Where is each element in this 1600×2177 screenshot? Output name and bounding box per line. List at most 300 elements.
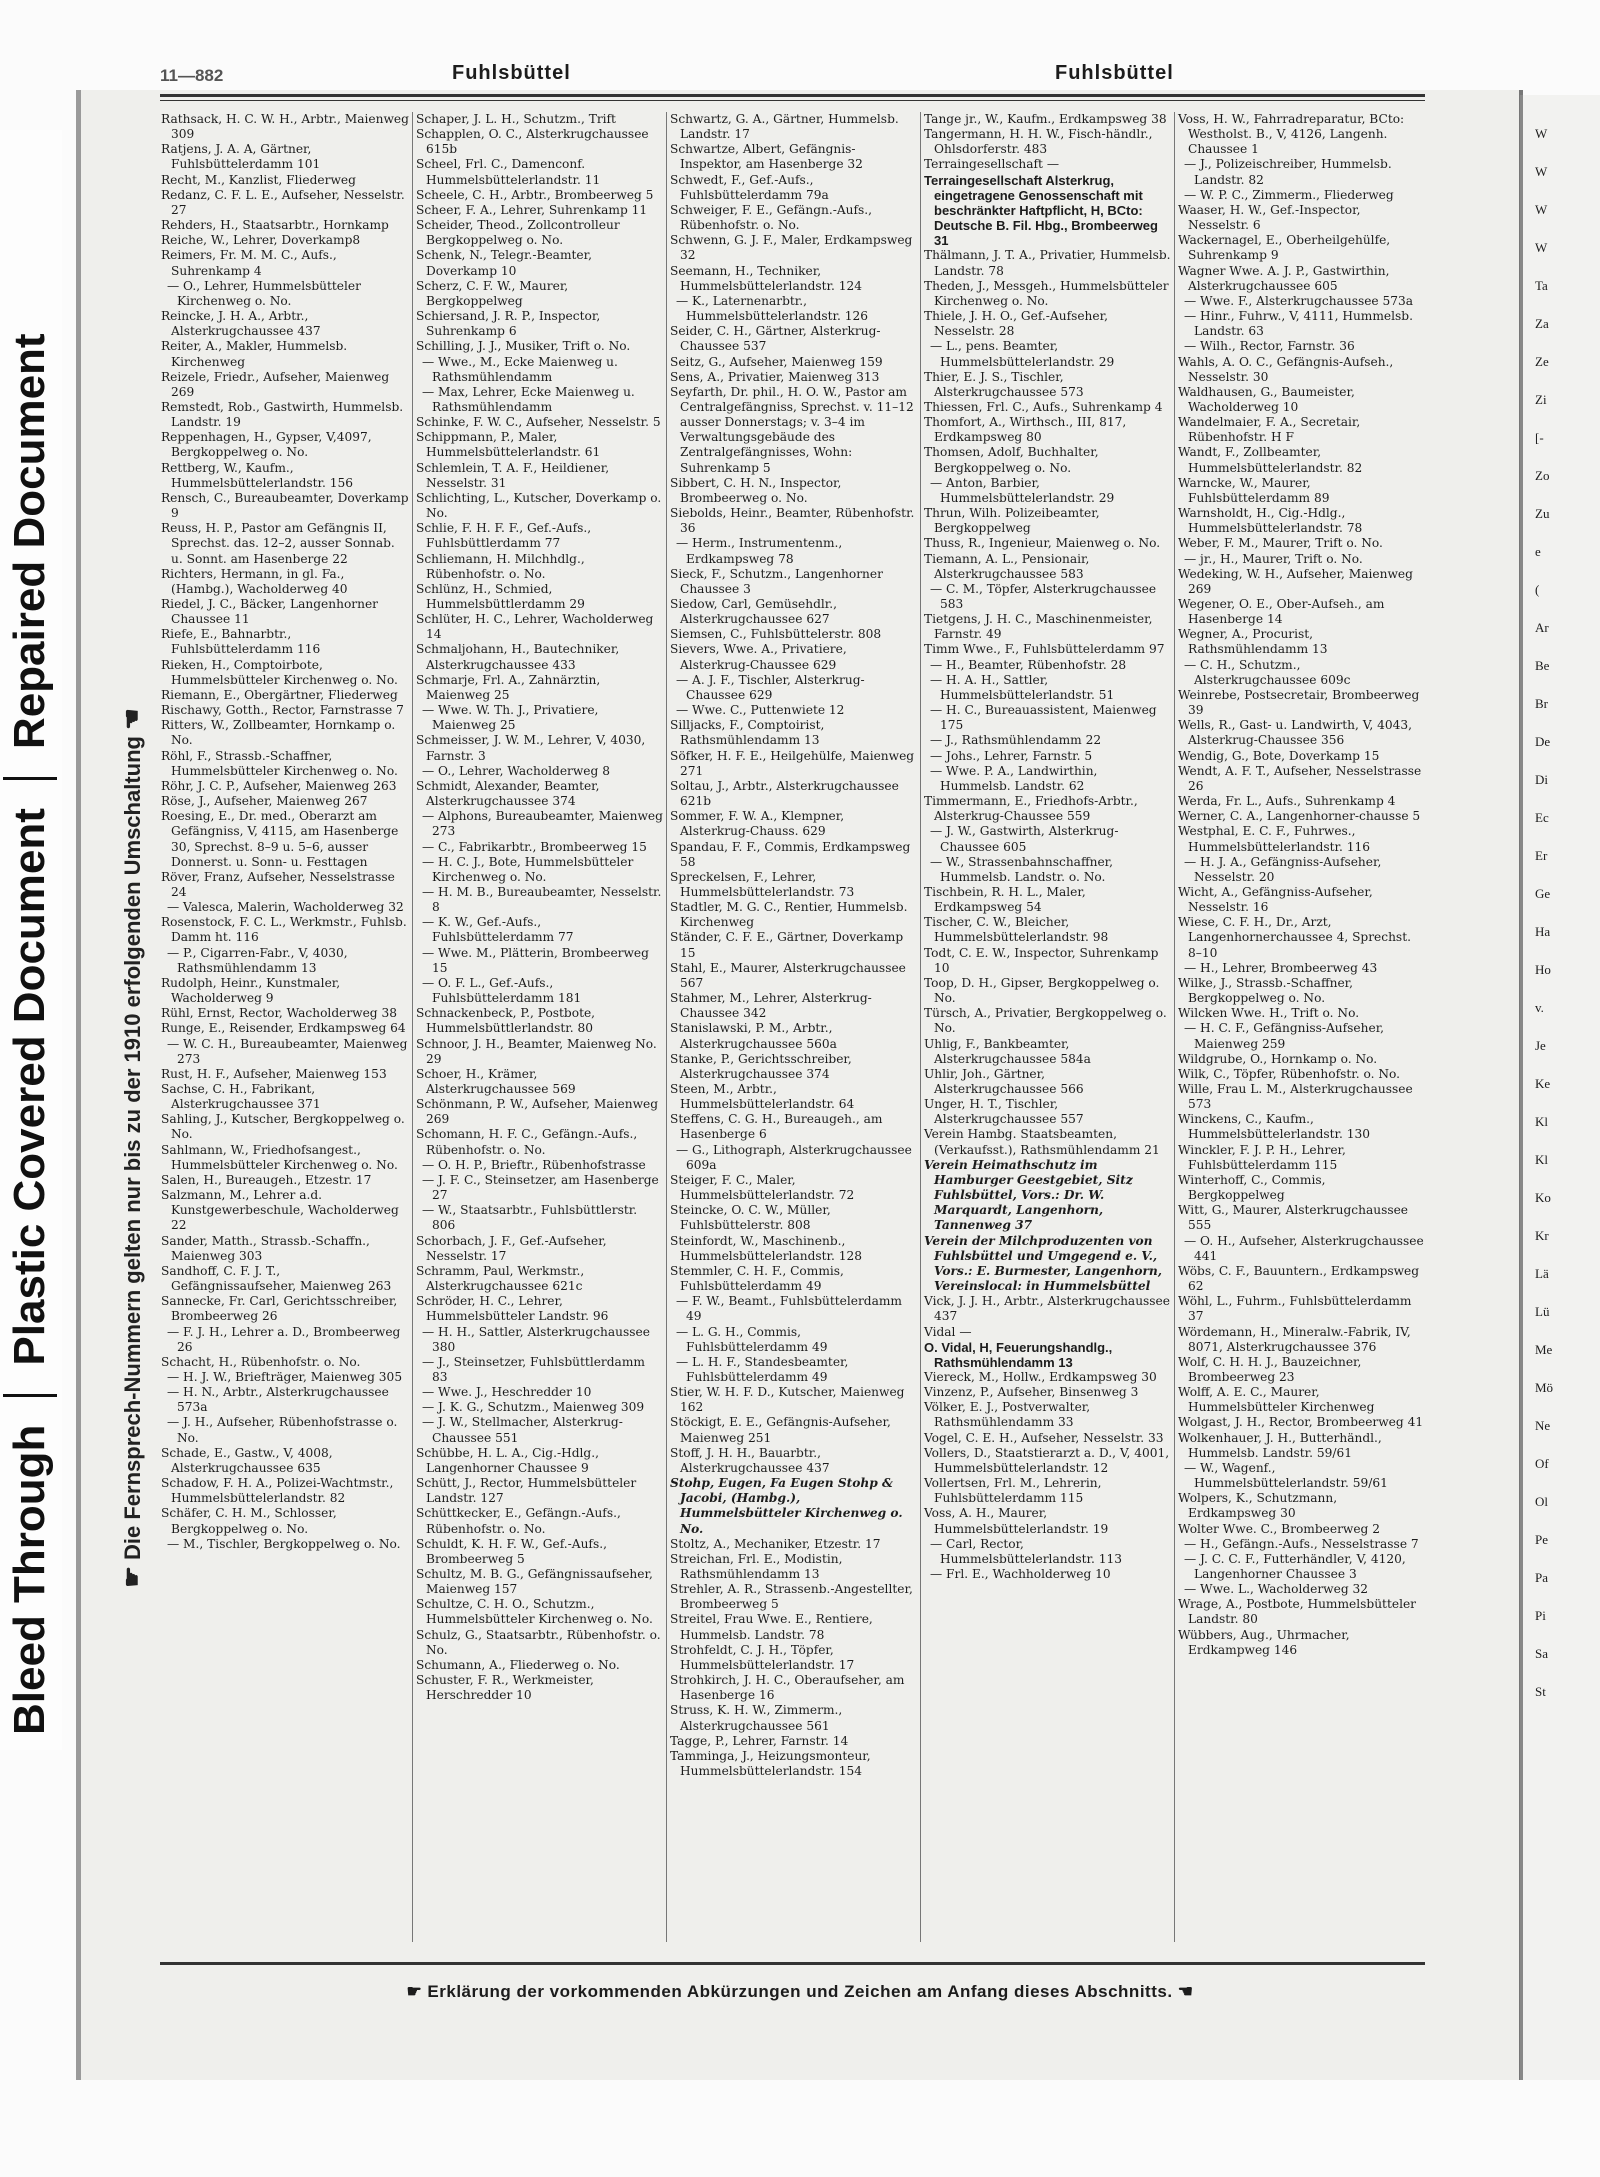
directory-entry: Streichan, Frl. E., Modistin, Rathsmühlendamm 13 bbox=[670, 1551, 843, 1581]
directory-entry: — Wilh., Rector, Farnstr. 36 bbox=[1184, 339, 1355, 354]
directory-entry: — Wwe., M., Ecke Maienweg u. Rathsmühlendamm bbox=[422, 354, 618, 384]
adjacent-fragment: Pa bbox=[1535, 1570, 1548, 1585]
directory-entry: Winckler, F. J. P. H., Lehrer, Fuhlsbüttelerdamm 115 bbox=[1178, 1142, 1346, 1172]
directory-entry: Schuster, F. R., Werkmeister, Herschredder 10 bbox=[416, 1673, 594, 1703]
directory-entry: Schmeisser, J. W. M., Lehrer, V, 4030, Farnstr. 3 bbox=[416, 733, 646, 763]
directory-entry: Timm Wwe., F., Fuhlsbüttelerdamm 97 bbox=[924, 642, 1165, 657]
adjacent-fragment: Ze bbox=[1535, 354, 1549, 369]
directory-entry: Vick, J. J. H., Arbtr., Alsterkrugchaussee 437 bbox=[924, 1294, 1170, 1324]
directory-entry: Sandhoff, C. F. J. T., Gefängnissaufseher, Maienweg 263 bbox=[161, 1263, 392, 1294]
directory-entry: Schoer, H., Krämer, Alsterkrugchaussee 569 bbox=[416, 1066, 576, 1096]
directory-entry: Wöbs, C. F., Bauuntern., Erdkampsweg 62 bbox=[1178, 1263, 1420, 1294]
directory-entry: Sannecke, Fr. Carl, Gerichtsschreiber, Brombeerweg 26 bbox=[161, 1294, 398, 1324]
directory-entry: Stoltz, A., Mechaniker, Etzestr. 17 bbox=[670, 1536, 881, 1551]
directory-entry: — H. M. B., Bureaubeamter, Nesselstr. 8 bbox=[422, 884, 662, 915]
directory-entry: — Johs., Lehrer, Farnstr. 5 bbox=[930, 748, 1093, 763]
pointing-hand-icon: ☛ bbox=[119, 1566, 146, 1588]
directory-entry: Röhr, J. C. P., Aufseher, Maienweg 263 bbox=[161, 778, 397, 793]
directory-entry: Unger, H. T., Tischler, Alsterkrugchaussee 557 bbox=[924, 1097, 1084, 1127]
directory-entry: Reincke, J. H. A., Arbtr., Alsterkrugchaussee 437 bbox=[161, 309, 321, 339]
directory-entry: — L., pens. Beamter, Hummelsbüttelerlandstr. 29 bbox=[930, 339, 1115, 369]
stamp-divider bbox=[3, 777, 57, 780]
directory-entry: Stanke, P., Gerichtsschreiber, Alsterkrugchaussee 374 bbox=[670, 1051, 852, 1081]
stamp-divider bbox=[3, 1394, 57, 1397]
directory-entry: Wagner Wwe. A. J. P., Gastwirthin, Alsterkrugchaussee 605 bbox=[1178, 263, 1390, 293]
directory-entry: Schäfer, C. H. M., Schlosser, Bergkoppelweg o. No. bbox=[161, 1506, 337, 1536]
directory-entry: Rischawy, Gotth., Rector, Farnstrasse 7 bbox=[161, 703, 404, 718]
directory-entry: — J. F. C., Steinsetzer, am Hasenberge 27 bbox=[422, 1172, 659, 1203]
directory-entry: — Frl. E., Wachholderweg 10 bbox=[930, 1567, 1111, 1581]
directory-entry: Wrage, A., Postbote, Hummelsbütteler Landstr. 80 bbox=[1178, 1597, 1417, 1627]
directory-entry: Reiche, W., Lehrer, Doverkamp8 bbox=[161, 233, 361, 248]
directory-entry: — F. J. H., Lehrer a. D., Brombeerweg 26 bbox=[167, 1324, 401, 1354]
directory-entry: Vollers, D., Staatstierarzt a. D., V, 4001, Hummelsbüttelerlandstr. 12 bbox=[924, 1445, 1170, 1475]
directory-entry: Strohkirch, J. H. C., Oberaufseher, am Hasenberge 16 bbox=[670, 1673, 905, 1703]
directory-entry: — O. F. L., Gef.-Aufs., Fuhlsbüttelerdamm 181 bbox=[422, 975, 582, 1006]
directory-entry: — Hinr., Fuhrw., V, 4111, Hummelsb. Landstr. 63 bbox=[1184, 309, 1413, 339]
adjacent-fragment: Kr bbox=[1535, 1228, 1549, 1243]
directory-entry: — Wwe. F., Alsterkrugchaussee 573a bbox=[1184, 293, 1414, 308]
directory-entry: Wübbers, Aug., Uhrmacher, Erdkampweg 146 bbox=[1178, 1627, 1350, 1657]
directory-entry: — Alphons, Bureaubeamter, Maienweg 273 bbox=[422, 809, 663, 839]
directory-entry: Silljacks, F., Comptoirist, Rathsmühlendamm 13 bbox=[670, 718, 825, 748]
directory-entry: — H. C. J., Bote, Hummelsbütteler Kirchenweg o. No. bbox=[422, 854, 634, 884]
directory-entry: — H. C. F., Gefängniss-Aufseher, Maienweg 259 bbox=[1184, 1021, 1385, 1051]
directory-entry: Salzmann, M., Lehrer a.d. Kunstgewerbeschule, Wacholderweg 22 bbox=[161, 1188, 399, 1233]
directory-entry: — L. H. F., Standesbeamter, Fuhlsbüttelerdamm 49 bbox=[676, 1354, 849, 1384]
directory-entry: Strohfeldt, C. J. H., Töpfer, Hummelsbüttelerlandstr. 17 bbox=[670, 1642, 855, 1672]
directory-entry: Schlie, F. H. F. F., Gef.-Aufs., Fuhlsbüttlerdamm 77 bbox=[416, 521, 592, 551]
adjacent-fragment: W bbox=[1535, 164, 1548, 179]
directory-entry: Wahls, A. O. C., Gefängnis-Aufseh., Nesselstr. 30 bbox=[1178, 354, 1394, 384]
directory-entry: Wolgast, J. H., Rector, Brombeerweg 41 bbox=[1178, 1415, 1424, 1430]
directory-entry: — Valesca, Malerin, Wacholderweg 32 bbox=[167, 900, 404, 915]
directory-entry: Tiemann, A. L., Pensionair, Alsterkrugchaussee 583 bbox=[924, 551, 1090, 581]
directory-entry: Rehders, H., Staatsarbtr., Hornkamp bbox=[161, 218, 389, 233]
footer-rule bbox=[160, 1962, 1425, 1965]
adjacent-fragment: Be bbox=[1535, 658, 1550, 673]
adjacent-fragment: Ar bbox=[1535, 620, 1549, 635]
adjacent-fragment: ( bbox=[1535, 582, 1540, 597]
directory-entry: Schütt, J., Rector, Hummelsbütteler Landstr. 127 bbox=[416, 1476, 637, 1506]
adjacent-fragment: Zo bbox=[1535, 468, 1550, 483]
adjacent-fragment: Kl bbox=[1535, 1152, 1548, 1167]
directory-entry: Schwartze, Albert, Gefängnis-Inspektor, am Hasenberge 32 bbox=[670, 142, 863, 172]
adjacent-fragment: Ko bbox=[1535, 1190, 1551, 1205]
directory-entry: Stadtler, M. G. C., Rentier, Hummelsb. Kirchenweg bbox=[670, 900, 908, 930]
directory-entry: Röver, Franz, Aufseher, Nesselstrasse 24 bbox=[161, 869, 395, 899]
directory-entry: Sommer, F. W. A., Klempner, Alsterkrug-Chauss. 629 bbox=[670, 809, 845, 839]
directory-entry: Waldhausen, G., Baumeister, Wacholderweg 10 bbox=[1178, 384, 1355, 414]
directory-entry: — Wwe. P. A., Landwirthin, Hummelsb. Landstr. 62 bbox=[930, 763, 1098, 793]
page-header bbox=[160, 62, 1430, 88]
directory-entry: — W. P. C., Zimmerm., Fliederweg bbox=[1184, 187, 1394, 202]
adjacent-fragment: St bbox=[1535, 1684, 1546, 1699]
adjacent-fragment: Me bbox=[1535, 1342, 1553, 1357]
adjacent-fragment: Pi bbox=[1535, 1608, 1546, 1623]
directory-entry: Winckens, C., Kaufm., Hummelsbüttelerlandstr. 130 bbox=[1178, 1112, 1371, 1142]
condition-stamp bbox=[0, 215, 65, 1735]
directory-entry: Wegner, A., Procurist, Rathsmühlendamm 13 bbox=[1178, 627, 1328, 657]
directory-entry: Weinrebe, Postsecretair, Brombeerweg 39 bbox=[1178, 687, 1420, 718]
directory-entry: Timmermann, E., Friedhofs-Arbtr., Alsterkrug-Chaussee 559 bbox=[924, 794, 1138, 824]
directory-entry: — Wwe. C., Puttenwiete 12 bbox=[676, 703, 845, 718]
directory-entry: Sievers, Wwe. A., Privatiere, Alsterkrug-Chaussee 629 bbox=[670, 642, 847, 672]
directory-entry: Rettberg, W., Kaufm., Hummelsbüttelerlandstr. 156 bbox=[161, 460, 354, 490]
adjacent-fragment: Mö bbox=[1535, 1380, 1554, 1395]
adjacent-fragment: W bbox=[1535, 202, 1548, 217]
directory-entry: — J. C. C. F., Futterhändler, V, 4120, Langenhorner Chaussee 3 bbox=[1184, 1551, 1406, 1581]
directory-entry: Stahmer, M., Lehrer, Alsterkrug-Chaussee 342 bbox=[670, 991, 872, 1021]
directory-entry: — F. W., Beamt., Fuhlsbüttelerdamm 49 bbox=[676, 1294, 902, 1324]
directory-entry: Sachse, C. H., Fabrikant, Alsterkrugchaussee 371 bbox=[161, 1082, 321, 1112]
adjacent-fragment: Kl bbox=[1535, 1114, 1548, 1129]
directory-entry: Scheider, Theod., Zollcontrolleur Bergkoppelweg o. No. bbox=[416, 218, 620, 248]
directory-entry: — O., Lehrer, Wacholderweg 8 bbox=[422, 763, 610, 778]
directory-entry: Wöhl, L., Fuhrm., Fuhlsbüttelerdamm 37 bbox=[1178, 1294, 1412, 1324]
directory-entry: Schuldt, K. H. F. W., Gef.-Aufs., Brombeerweg 5 bbox=[416, 1536, 607, 1566]
directory-entry: Thälmann, J. T. A., Privatier, Hummelsb. Landstr. 78 bbox=[924, 248, 1171, 278]
directory-entry: Vinzenz, P., Aufseher, Binsenweg 3 bbox=[924, 1385, 1139, 1400]
directory-entry: Steen, M., Arbtr., Hummelsbüttelerlandstr. 64 bbox=[670, 1082, 855, 1112]
directory-entry: — W., Strassenbahnschaffner, Hummelsb. Landstr. o. No. bbox=[930, 854, 1114, 884]
directory-entry: Schacht, H., Rübenhofstr. o. No. bbox=[161, 1354, 361, 1369]
directory-entry: Schiersand, J. R. P., Inspector, Suhrenkamp 6 bbox=[416, 309, 601, 339]
adjacent-fragment: Lü bbox=[1535, 1304, 1550, 1319]
directory-entry: Wille, Frau L. M., Alsterkrugchaussee 573 bbox=[1178, 1082, 1413, 1112]
directory-entry: Schade, E., Gastw., V, 4008, Alsterkrugchaussee 635 bbox=[161, 1445, 333, 1475]
directory-entry: Riedel, J. C., Bäcker, Langenhorner Chaussee 11 bbox=[161, 597, 378, 627]
directory-entry: Tischbein, R. H. L., Maler, Erdkampsweg 54 bbox=[924, 884, 1086, 915]
directory-entry: Reimers, Fr. M. M. C., Aufs., Suhrenkamp 4 bbox=[161, 248, 337, 278]
directory-entry: Terraingesellschaft — bbox=[924, 157, 1060, 172]
directory-entry: — W., Staatsarbtr., Fuhlsbüttlerstr. 806 bbox=[422, 1203, 638, 1233]
directory-entry: Tange jr., W., Kaufm., Erdkampsweg 38 bbox=[924, 112, 1167, 126]
directory-entry: Toop, D. H., Gipser, Bergkoppelweg o. No. bbox=[924, 975, 1160, 1006]
directory-entry: — H. C., Bureauassistent, Maienweg 175 bbox=[930, 703, 1157, 733]
adjacent-fragment: Ol bbox=[1535, 1494, 1548, 1509]
adjacent-fragment: W bbox=[1535, 240, 1548, 255]
directory-entry: Wördemann, H., Mineralw.-Fabrik, IV, 8071, Alsterkrugchaussee 376 bbox=[1178, 1324, 1411, 1354]
directory-entry: Wicht, A., Gefängniss-Aufseher, Nesselstr. 16 bbox=[1178, 884, 1373, 915]
directory-entry: Siebolds, Heinr., Beamter, Rübenhofstr. 36 bbox=[670, 506, 915, 536]
directory-entry: Wells, R., Gast- u. Landwirth, V, 4043, Alsterkrug-Chaussee 356 bbox=[1178, 718, 1413, 748]
directory-entry: Röse, J., Aufseher, Maienweg 267 bbox=[161, 794, 368, 809]
adjacent-fragment: Zi bbox=[1535, 392, 1547, 407]
adjacent-fragment: Za bbox=[1535, 316, 1549, 331]
directory-entry: Schlünz, H., Schmied, Hummelsbüttlerdamm 29 bbox=[416, 581, 585, 611]
stamp-bleed-through: Bleed Through bbox=[5, 1424, 54, 1735]
directory-entry: Westphal, E. C. F., Fuhrwes., Hummelsbüttelerlandstr. 116 bbox=[1178, 824, 1371, 854]
adjacent-fragment: Er bbox=[1535, 848, 1548, 863]
directory-entry: Runge, E., Reisender, Erdkampsweg 64 bbox=[161, 1021, 406, 1036]
directory-entry: Wolpers, K., Schutzmann, Erdkampsweg 30 bbox=[1178, 1491, 1338, 1521]
adjacent-page-fragments bbox=[1535, 115, 1553, 1711]
adjacent-fragment: Ec bbox=[1535, 810, 1549, 825]
directory-entry: Thiele, J. H. O., Gef.-Aufseher, Nesselstr. 28 bbox=[924, 309, 1108, 339]
adjacent-fragment: W bbox=[1535, 126, 1548, 141]
adjacent-fragment: Di bbox=[1535, 772, 1548, 787]
directory-entry: Rosenstock, F. C. L., Werkmstr., Fuhlsb. Damm ht. 116 bbox=[161, 915, 407, 945]
page-footer bbox=[200, 1982, 1400, 2002]
directory-entry: — J. H., Aufseher, Rübenhofstrasse o. No. bbox=[167, 1415, 398, 1445]
stamp-repaired: Repaired Document bbox=[5, 333, 54, 750]
pointing-hand-icon: ☚ bbox=[119, 708, 146, 730]
directory-entry: — H., Gefängn.-Aufs., Nesselstrasse 7 bbox=[1184, 1536, 1419, 1551]
column-3 bbox=[666, 112, 920, 1942]
directory-entry: Röhl, F., Strassb.-Schaffner, Hummelsbütteler Kirchenweg o. No. bbox=[161, 748, 398, 778]
directory-entry: Schnackenbeck, P., Postbote, Hummelsbüttlerlandstr. 80 bbox=[416, 1006, 596, 1036]
directory-entry: Seitz, G., Aufseher, Maienweg 159 bbox=[670, 354, 883, 369]
directory-entry: Schönmann, P. W., Aufseher, Maienweg 269 bbox=[416, 1097, 659, 1127]
directory-entry: Uhlir, Joh., Gärtner, Alsterkrugchaussee 566 bbox=[924, 1066, 1084, 1096]
directory-entry: Wolkenhauer, J. H., Butterhändl., Hummelsb. Landstr. 59/61 bbox=[1178, 1430, 1382, 1460]
directory-entry: — C. M., Töpfer, Alsterkrugchaussee 583 bbox=[930, 581, 1157, 611]
directory-entry: Wilk, C., Töpfer, Rübenhofstr. o. No. bbox=[1178, 1066, 1401, 1081]
directory-entry: Wolf, C. H. H. J., Bauzeichner, Brombeerweg 23 bbox=[1178, 1354, 1362, 1384]
directory-entry: — K. W., Gef.-Aufs., Fuhlsbüttelerdamm 77 bbox=[422, 915, 574, 945]
directory-entry: Tietgens, J. H. C., Maschinenmeister, Farnstr. 49 bbox=[924, 612, 1153, 642]
directory-entry: Steincke, O. C. W., Müller, Fuhlsbüttelerstr. 808 bbox=[670, 1203, 831, 1233]
directory-entry: Rensch, C., Bureaubeamter, Doverkamp 9 bbox=[161, 490, 409, 521]
directory-entry: — J., Steinsetzer, Fuhlsbüttlerdamm 83 bbox=[422, 1354, 645, 1384]
directory-entry: — Herm., Instrumentenm., Erdkampsweg 78 bbox=[676, 536, 843, 566]
directory-entry: Vidal — bbox=[924, 1324, 972, 1339]
directory-entry: Riefe, E., Bahnarbtr., Fuhlsbüttelerdamm 116 bbox=[161, 627, 321, 657]
directory-entry: Ständer, C. F. E., Gärtner, Doverkamp 15 bbox=[670, 930, 904, 960]
column-1 bbox=[158, 112, 412, 1942]
directory-entry: Schlichting, L., Kutscher, Doverkamp o. No. bbox=[416, 490, 662, 521]
directory-entry: Scheer, F. A., Lehrer, Suhrenkamp 11 bbox=[416, 202, 648, 217]
directory-entry: Thomsen, Adolf, Buchhalter, Bergkoppelweg o. No. bbox=[924, 445, 1099, 475]
directory-entry: Wildgrube, O., Hornkamp o. No. bbox=[1178, 1051, 1378, 1066]
directory-entry: — K., Laternenarbtr., Hummelsbüttelerlandstr. 126 bbox=[676, 293, 869, 324]
directory-columns bbox=[158, 112, 1428, 1942]
directory-entry: Reizele, Friedr., Aufseher, Maienweg 269 bbox=[161, 369, 390, 399]
directory-entry: Rust, H. F., Aufseher, Maienweg 153 bbox=[161, 1066, 387, 1081]
directory-entry: Reppenhagen, H., Gypser, V,4097, Bergkoppelweg o. No. bbox=[161, 430, 372, 460]
directory-entry: Stier, W. H. F. D., Kutscher, Maienweg 162 bbox=[670, 1385, 905, 1415]
directory-entry: — J., Rathsmühlendamm 22 bbox=[930, 733, 1102, 748]
directory-entry: Seider, C. H., Gärtner, Alsterkrug-Chaussee 537 bbox=[670, 324, 881, 354]
directory-entry: Verein Hambg. Staatsbeamten, (Verkaufsst.), Rathsmühlendamm 21 bbox=[924, 1127, 1160, 1157]
directory-entry: Theden, J., Messgeh., Hummelsbütteler Kirchenweg o. No. bbox=[924, 278, 1169, 308]
directory-entry: Waaser, H. W., Gef.-Inspector, Nesselstr. 6 bbox=[1178, 202, 1361, 233]
directory-entry: Terraingesellschaft Alsterkrug, eingetragene Genossenschaft mit beschränkter Haftpflicht, H, BCto: Deutsche B. Fil. Hbg., Brombeerweg 31 bbox=[924, 172, 1158, 249]
directory-entry: Schlemlein, T. A. F., Heildiener, Nesselstr. 31 bbox=[416, 460, 610, 490]
directory-entry: — Wwe. J., Heschredder 10 bbox=[422, 1385, 592, 1400]
directory-entry: Schenk, N., Telegr.-Beamter, Doverkamp 10 bbox=[416, 248, 592, 278]
directory-entry: Wegener, O. E., Ober-Aufseh., am Hasenberge 14 bbox=[1178, 597, 1385, 627]
directory-entry: Siemsen, C., Fuhlsbüttelerstr. 808 bbox=[670, 627, 882, 642]
directory-entry: — L. G. H., Commis, Fuhlsbüttelerdamm 49 bbox=[676, 1324, 828, 1354]
directory-entry: Reiter, A., Makler, Hummelsb. Kirchenweg bbox=[161, 339, 348, 369]
directory-entry: — H., Lehrer, Brombeerweg 43 bbox=[1184, 960, 1378, 975]
adjacent-fragment: Br bbox=[1535, 696, 1548, 711]
directory-entry: Schumann, A., Fliederweg o. No. bbox=[416, 1657, 620, 1672]
directory-entry: — J., Polizeischreiber, Hummelsb. Landstr. 82 bbox=[1184, 157, 1392, 187]
directory-entry: Schlüter, H. C., Lehrer, Wacholderweg 14 bbox=[416, 612, 654, 642]
directory-entry: — C., Fabrikarbtr., Brombeerweg 15 bbox=[422, 839, 647, 854]
directory-entry: — O. H., Aufseher, Alsterkrugchaussee 441 bbox=[1184, 1233, 1424, 1263]
directory-entry: Voss, A. H., Maurer, Hummelsbüttelerlandstr. 19 bbox=[924, 1506, 1109, 1536]
directory-entry: Scherz, C. F. W., Maurer, Bergkoppelweg bbox=[416, 278, 569, 308]
directory-entry: Warnsholdt, H., Cig.-Hdlg., Hummelsbüttelerlandstr. 78 bbox=[1178, 506, 1363, 536]
directory-entry: Völker, E. J., Postverwalter, Rathsmühlendamm 33 bbox=[924, 1400, 1091, 1430]
telephone-notice-text: Die Fernsprech-Nummern gelten nur bis zu der 1910 erfolgenden Umschaltung bbox=[120, 736, 145, 1560]
directory-entry: Schweiger, F. E., Gefängn.-Aufs., Rübenhofstr. o. No. bbox=[670, 202, 873, 233]
adjacent-fragment: [- bbox=[1535, 430, 1544, 445]
directory-entry: Schramm, Paul, Werkmstr., Alsterkrugchaussee 621c bbox=[416, 1263, 585, 1294]
directory-entry: Winterhoff, C., Commis, Bergkoppelweg bbox=[1178, 1172, 1326, 1203]
adjacent-fragment: e bbox=[1535, 544, 1541, 559]
directory-entry: Tischer, C. W., Bleicher, Hummelsbüttelerlandstr. 98 bbox=[924, 915, 1109, 945]
directory-entry: Wiese, C. F. H., Dr., Arzt, Langenhornerchaussee 4, Sprechst. 8–10 bbox=[1178, 915, 1411, 960]
directory-entry: Thier, E. J. S., Tischler, Alsterkrugchaussee 573 bbox=[924, 369, 1084, 399]
directory-entry: Sander, Matth., Strassb.-Schaffn., Maienweg 303 bbox=[161, 1233, 370, 1263]
adjacent-fragment: Zu bbox=[1535, 506, 1550, 521]
directory-entry: Rühl, Ernst, Rector, Wacholderweg 38 bbox=[161, 1006, 397, 1021]
directory-entry: Stohp, Eugen, Fa Eugen Stohp & Jacobi, (Hambg.), Hummelsbütteler Kirchenweg o. No. bbox=[670, 1476, 903, 1536]
directory-entry: Riemann, E., Obergärtner, Fliederweg bbox=[161, 687, 398, 702]
adjacent-fragment: Ge bbox=[1535, 886, 1551, 901]
directory-entry: Thiessen, Frl. C., Aufs., Suhrenkamp 4 bbox=[924, 399, 1163, 414]
column-2 bbox=[412, 112, 666, 1942]
directory-entry: Steiger, F. C., Maler, Hummelsbüttelerlandstr. 72 bbox=[670, 1172, 855, 1203]
directory-entry: Strehler, A. R., Strassenb.-Angestellter, Brombeerweg 5 bbox=[670, 1582, 913, 1612]
directory-entry: Sahling, J., Kutscher, Bergkoppelweg o. No. bbox=[161, 1112, 405, 1142]
adjacent-fragment: Ho bbox=[1535, 962, 1551, 977]
page-number: 11—882 bbox=[160, 66, 224, 85]
directory-entry: Todt, C. E. W., Inspector, Suhrenkamp 10 bbox=[924, 945, 1159, 975]
footer-text: Erklärung der vorkommenden Abkürzungen und Zeichen am Anfang dieses Abschnitts. bbox=[427, 1982, 1173, 2001]
directory-entry: Vogel, C. E. H., Aufseher, Nesselstr. 33 bbox=[924, 1430, 1164, 1445]
directory-entry: Struss, K. H. W., Zimmerm., Alsterkrugchaussee 561 bbox=[670, 1703, 843, 1733]
directory-entry: — M., Tischler, Bergkoppelweg o. No. bbox=[167, 1536, 401, 1551]
directory-entry: Schwartz, G. A., Gärtner, Hummelsb. Landstr. 17 bbox=[670, 112, 899, 142]
telephone-notice bbox=[118, 593, 154, 1703]
directory-entry: Seyfarth, Dr. phil., H. O. W., Pastor am Centralgefängniss, Sprechst. v. 11–12 ausser Donnerstags; v. 3–4 im Verwaltungsgebäude des Zentralgefängnisses, Wohn: Suhrenkamp 5 bbox=[670, 384, 914, 475]
directory-entry: — A. J. F., Tischler, Alsterkrug-Chaussee 629 bbox=[676, 672, 865, 702]
directory-entry: Tamminga, J., Heizungsmonteur, Hummelsbüttelerlandstr. 154 bbox=[670, 1748, 871, 1779]
directory-entry: Schultz, M. B. G., Gefängnissaufseher, Maienweg 157 bbox=[416, 1567, 653, 1597]
directory-entry: Sibbert, C. H. N., Inspector, Brombeerweg o. No. bbox=[670, 475, 842, 505]
directory-entry: Schadow, F. H. A., Polizei-Wachtmstr., Hummelsbüttelerlandstr. 82 bbox=[161, 1476, 394, 1506]
adjacent-page-edge bbox=[1520, 95, 1600, 2080]
directory-entry: Ratjens, J. A. A, Gärtner, Fuhlsbüttelerdamm 101 bbox=[161, 142, 321, 172]
directory-entry: Wandt, F., Zollbeamter, Hummelsbüttelerlandstr. 82 bbox=[1178, 445, 1363, 475]
pointing-hand-icon: ☛ bbox=[406, 1982, 428, 2001]
directory-entry: Salen, H., Bureaugeh., Etzestr. 17 bbox=[161, 1172, 372, 1187]
directory-entry: Söfker, H. F. E., Heilgehülfe, Maienweg 271 bbox=[670, 748, 915, 778]
directory-entry: Schmidt, Alexander, Beamter, Alsterkrugchaussee 374 bbox=[416, 778, 600, 809]
running-head-right: Fuhlsbüttel bbox=[1055, 62, 1174, 84]
directory-entry: — Wwe. M., Plätterin, Brombeerweg 15 bbox=[422, 945, 649, 975]
directory-entry: Wandelmaier, F. A., Secretair, Rübenhofstr. H F bbox=[1178, 415, 1361, 445]
directory-entry: Schinke, F. W. C., Aufseher, Nesselstr. 5 bbox=[416, 415, 661, 430]
directory-entry: — Max, Lehrer, Ecke Maienweg u. Rathsmühlendamm bbox=[422, 384, 635, 414]
directory-entry: Stoff, J. H. H., Bauarbtr., Alsterkrugchaussee 437 bbox=[670, 1445, 830, 1475]
directory-entry: Spreckelsen, F., Lehrer, Hummelsbüttelerlandstr. 73 bbox=[670, 869, 855, 899]
directory-entry: Thomfort, A., Wirthsch., III, 817, Erdkampsweg 80 bbox=[924, 415, 1127, 445]
directory-entry: — H. H., Sattler, Alsterkrugchaussee 380 bbox=[422, 1324, 650, 1354]
directory-entry: Siedow, Carl, Gemüsehdlr., Alsterkrugchaussee 627 bbox=[670, 597, 837, 627]
column-4 bbox=[920, 112, 1174, 1942]
directory-entry: Scheel, Frl. C., Damenconf. Hummelsbüttelerlandstr. 11 bbox=[416, 157, 601, 187]
directory-entry: Schomann, H. F. C., Gefängn.-Aufs., Rübenhofstr. o. No. bbox=[416, 1127, 638, 1157]
adjacent-fragment: Ke bbox=[1535, 1076, 1551, 1091]
directory-entry: Rudolph, Heinr., Kunstmaler, Wacholderweg 9 bbox=[161, 975, 341, 1006]
directory-entry: — H., Beamter, Rübenhofstr. 28 bbox=[930, 657, 1127, 672]
directory-entry: Rieken, H., Comptoirbote, Hummelsbütteler Kirchenweg o. No. bbox=[161, 657, 398, 687]
directory-entry: Roesing, E., Dr. med., Oberarzt am Gefängniss, V, 4115, am Hasenberge 30, Sprechst. 8–9 u. 5–6, ausser Donnerst. u. Sonn- u. Festtagen bbox=[161, 809, 399, 869]
stamp-plastic-covered: Plastic Covered Document bbox=[5, 808, 54, 1366]
directory-entry: — P., Cigarren-Fabr., V, 4030, Rathsmühlendamm 13 bbox=[167, 945, 348, 975]
directory-entry: Werner, C. A., Langenhorner-chausse 5 bbox=[1178, 809, 1421, 824]
directory-entry: Wolter Wwe. C., Brombeerweg 2 bbox=[1178, 1521, 1380, 1536]
directory-entry: Schorbach, J. F., Gef.-Aufseher, Nesselstr. 17 bbox=[416, 1233, 607, 1263]
directory-entry: — H. J. A., Gefängniss-Aufseher, Nesselstr. 20 bbox=[1184, 854, 1382, 884]
directory-entry: — H. A. H., Sattler, Hummelsbüttelerlandstr. 51 bbox=[930, 672, 1115, 702]
directory-entry: Wendig, G., Bote, Doverkamp 15 bbox=[1178, 748, 1380, 763]
directory-entry: Wedeking, W. H., Aufseher, Maienweg 269 bbox=[1178, 566, 1413, 596]
directory-entry: Schaper, J. L. H., Schutzm., Trift bbox=[416, 112, 616, 126]
directory-entry: Schapplen, O. C., Alsterkrugchaussee 615b bbox=[416, 127, 649, 157]
directory-entry: Reuss, H. P., Pastor am Gefängnis II, Sprechst. das. 12–2, ausser Sonnab. u. Sonnt. am Hasenberge 22 bbox=[161, 521, 395, 566]
directory-entry: Uhlig, F., Bankbeamter, Alsterkrugchaussee 584a bbox=[924, 1036, 1091, 1066]
directory-entry: — J. W., Gastwirth, Alsterkrug-Chaussee 605 bbox=[930, 824, 1119, 854]
directory-entry: Redanz, C. F. L. E., Aufseher, Nesselstr. 27 bbox=[161, 187, 405, 217]
directory-entry: — Wwe. L., Wacholderweg 32 bbox=[1184, 1582, 1369, 1597]
directory-entry: — C. H., Schutzm., Alsterkrugchaussee 609c bbox=[1184, 657, 1351, 687]
directory-entry: Vollertsen, Frl. M., Lehrerin, Fuhlsbüttelerdamm 115 bbox=[924, 1476, 1102, 1506]
directory-entry: Stanislawski, P. M., Arbtr., Alsterkrugchaussee 560a bbox=[670, 1021, 837, 1051]
adjacent-fragment: Pe bbox=[1535, 1532, 1548, 1547]
directory-entry: Werda, Fr. L., Aufs., Suhrenkamp 4 bbox=[1178, 794, 1396, 809]
directory-entry: Stöckigt, E. E., Gefängnis-Aufseher, Maienweg 251 bbox=[670, 1415, 891, 1445]
directory-entry: Schröder, H. C., Lehrer, Hummelsbütteler Landstr. 96 bbox=[416, 1294, 609, 1324]
directory-entry: — W., Wagenf., Hummelsbüttelerlandstr. 59/61 bbox=[1184, 1460, 1388, 1491]
directory-entry: Streitel, Frau Wwe. E., Rentiere, Hummelsb. Landstr. 78 bbox=[670, 1612, 873, 1642]
directory-entry: Stahl, E., Maurer, Alsterkrugchaussee 567 bbox=[670, 960, 906, 990]
directory-entry: — O. H. P., Brieftr., Rübenhofstrasse bbox=[422, 1157, 646, 1172]
directory-entry: Sahlmann, W., Friedhofsangest., Hummelsbütteler Kirchenweg o. No. bbox=[161, 1142, 398, 1172]
directory-entry: Schulz, G., Staatsarbtr., Rübenhofstr. o. No. bbox=[416, 1627, 661, 1657]
directory-entry: Recht, M., Kanzlist, Fliederweg bbox=[161, 172, 356, 187]
directory-entry: — W. C. H., Bureaubeamter, Maienweg 273 bbox=[167, 1036, 408, 1066]
directory-entry: Verein Heimathschutz im Hamburger Geestgebiet, Sitz Fuhlsbüttel, Vors.: Dr. W. Marquardt, Langenhorn, Tannenweg 37 bbox=[924, 1157, 1133, 1233]
directory-entry: Wackernagel, E., Oberheilgehülfe, Suhrenkamp 9 bbox=[1178, 233, 1391, 263]
adjacent-fragment: Of bbox=[1535, 1456, 1549, 1471]
directory-entry: Schwenn, G. J. F., Maler, Erdkampsweg 32 bbox=[670, 233, 913, 263]
directory-entry: Weber, F. M., Maurer, Trift o. No. bbox=[1178, 536, 1383, 551]
adjacent-fragment: Sa bbox=[1535, 1646, 1548, 1661]
directory-entry: Schultze, C. H. O., Schutzm., Hummelsbütteler Kirchenweg o. No. bbox=[416, 1597, 653, 1627]
directory-entry: Thrun, Wilh. Polizeibeamter, Bergkoppelweg bbox=[924, 506, 1100, 536]
directory-entry: Richters, Hermann, in gl. Fa., (Hambg.), Wacholderweg 40 bbox=[161, 566, 348, 596]
directory-entry: Voss, H. W., Fahrradreparatur, BCto: Westholst. B., V, 4126, Langenh. Chaussee 1 bbox=[1178, 112, 1405, 157]
directory-entry: Remstedt, Rob., Gastwirth, Hummelsb. Landstr. 19 bbox=[161, 399, 404, 430]
directory-entry: Schnoor, J. H., Beamter, Maienweg No. 29 bbox=[416, 1036, 657, 1066]
directory-entry: Verein der Milchproduzenten von Fuhlsbüttel und Umgegend e. V., Vors.: E. Burmester, Langenhorn, Vereinslocal: in Hummelsbüttel bbox=[924, 1233, 1162, 1294]
directory-entry: Rathsack, H. C. W. H., Arbtr., Maienweg 309 bbox=[161, 112, 409, 142]
directory-entry: Schwedt, F., Gef.-Aufs., Fuhlsbüttelerdamm 79a bbox=[670, 172, 829, 202]
adjacent-fragment: Lä bbox=[1535, 1266, 1549, 1281]
directory-entry: Schilling, J. J., Musiker, Trift o. No. bbox=[416, 339, 631, 354]
directory-entry: Stemmler, C. H. F., Commis, Fuhlsbüttelerdamm 49 bbox=[670, 1263, 844, 1294]
adjacent-fragment: Ha bbox=[1535, 924, 1551, 939]
directory-entry: Schliemann, H. Milchhdlg., Rübenhofstr. o. No. bbox=[416, 551, 585, 581]
